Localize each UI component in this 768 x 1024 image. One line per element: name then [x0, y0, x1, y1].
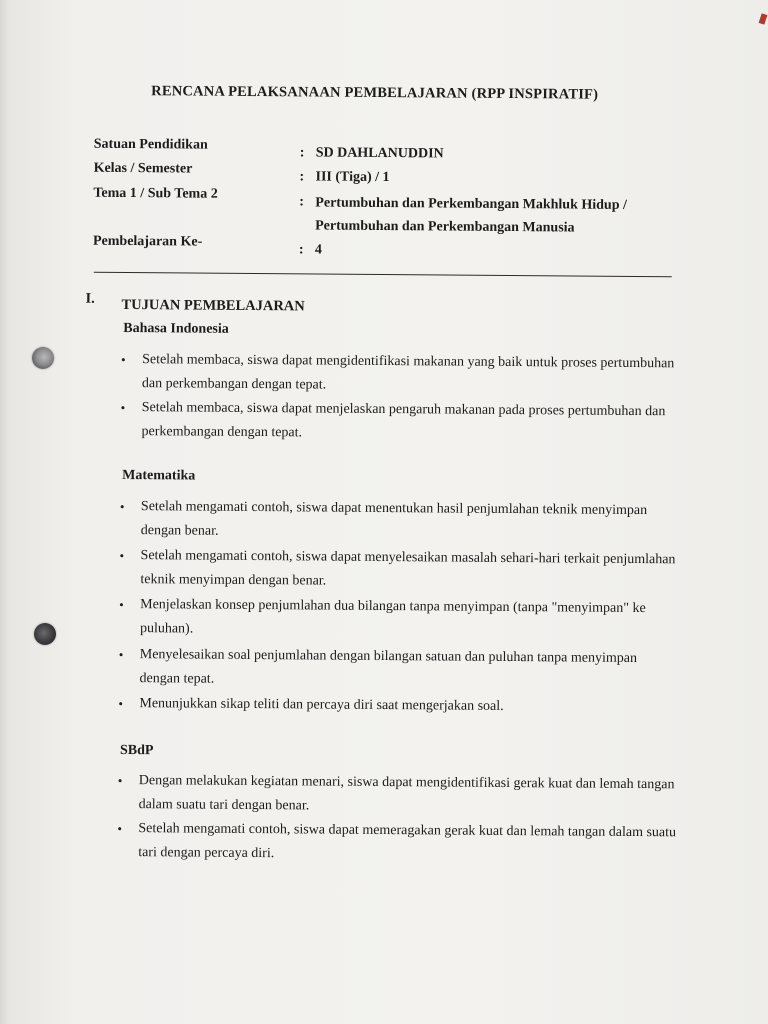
identity-value-satuan: SD DAHLANUDDIN [315, 145, 444, 162]
bullet-icon: • [119, 547, 125, 563]
objective-text: Menyelesaikan soal penjumlahan dengan bilangan satuan dan puluhan tanpa menyimpan dengan tepat. [139, 647, 638, 687]
section-number: I. [85, 290, 95, 307]
bullet-icon: • [119, 596, 124, 612]
objective-text: Setelah mengamati contoh, siswa dapat menentukan hasil penjumlahan teknik menyimpan dengan benar. [140, 499, 648, 539]
objective-text: Menjelaskan konsep penjumlahan dua bilangan tanpa menyimpan (tanpa "menyimpan" ke puluhan). [139, 597, 646, 637]
identity-value-kelas: III (Tiga) / 1 [315, 169, 390, 186]
objective-text: Setelah mengamati contoh, siswa dapat menyelesaikan masalah sehari-hari terkait penjumlahan teknik menyimpan dengan benar. [140, 548, 676, 589]
objective-item [119, 593, 679, 645]
bullet-icon: • [118, 695, 124, 711]
identity-colon: : [299, 194, 305, 210]
identity-value-tema: Pertumbuhan dan Perkembangan Makhluk Hidup / [315, 195, 627, 213]
objective-item [119, 544, 679, 596]
objective-item [120, 396, 680, 448]
objective-text: Setelah mengamati contoh, siswa dapat memeragakan gerak kuat dan lemah tangan dalam suatu tari dengan percaya diri. [138, 821, 677, 862]
identity-label-kelas: Kelas / Semester [93, 160, 193, 177]
objective-text: Setelah membaca, siswa dapat menjelaskan pengaruh makanan pada proses pertumbuhan dan perkembangan dengan tepat. [141, 400, 666, 441]
objective-text: Menunjukkan sikap teliti dan percaya diri saat mengerjakan soal. [139, 696, 504, 714]
document-title: RENCANA PELAKSANAAN PEMBELAJARAN (RPP INSPIRATIF) [151, 83, 599, 103]
identity-label-pembelajaran: Pembelajaran Ke- [92, 233, 203, 250]
bullet-icon: • [118, 646, 124, 662]
identity-value-subtema: Pertumbuhan dan Perkembangan Manusia [315, 218, 575, 236]
bullet-icon: • [117, 820, 123, 836]
divider-line [94, 272, 672, 278]
objective-text: Setelah membaca, siswa dapat mengidentifikasi makanan yang baik untuk proses pertumbuhan dan perkembangan dengan tepat. [141, 352, 675, 393]
bullet-icon: • [117, 772, 123, 788]
identity-value-pembelajaran: 4 [314, 242, 323, 258]
identity-colon: : [298, 242, 304, 258]
objective-item [118, 769, 678, 821]
objective-text: Dengan melakukan kegiatan menari, siswa dapat mengidentifikasi gerak kuat dan lemah tangan dalam suatu tari dengan benar. [138, 773, 675, 814]
identity-colon: : [299, 145, 305, 161]
subject-heading-sbdp: SBdP [119, 742, 154, 759]
objective-item [118, 692, 678, 720]
objective-item [117, 817, 677, 869]
bullet-icon: • [121, 351, 126, 367]
identity-label-satuan: Satuan Pendidikan [93, 136, 208, 153]
identity-colon: : [299, 169, 305, 185]
subject-heading-matematika: Matematika [122, 467, 196, 484]
objective-item [120, 495, 680, 547]
objective-item [118, 643, 678, 695]
subject-heading-bahasa-indonesia: Bahasa Indonesia [123, 320, 229, 337]
bullet-icon: • [120, 399, 126, 415]
section-heading: TUJUAN PEMBELAJARAN [121, 296, 305, 315]
bullet-icon: • [119, 498, 125, 514]
identity-label-tema: Tema 1 / Sub Tema 2 [93, 185, 218, 202]
objective-item [121, 348, 681, 400]
